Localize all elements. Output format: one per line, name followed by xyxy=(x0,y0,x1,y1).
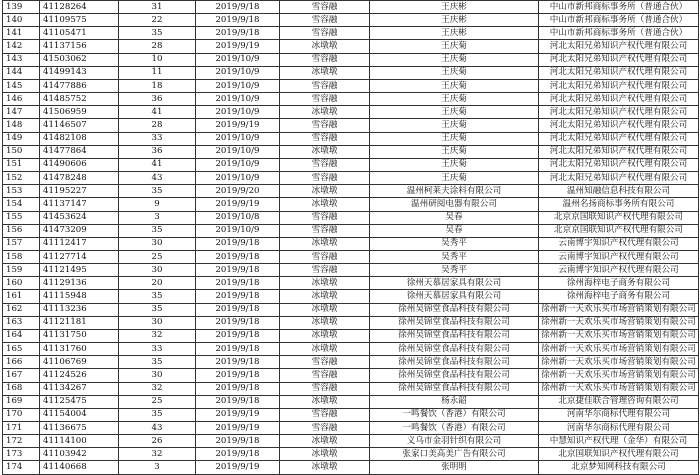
table-body xyxy=(3,1,699,475)
row-index-cell: 150 xyxy=(3,145,40,158)
class-cell: 28 xyxy=(119,40,196,53)
applicant-cell: 王庆菊 xyxy=(370,119,539,132)
agency-cell: 中山市新邦商标事务所（普通合伙） xyxy=(539,1,699,14)
mark-cell: 冰墩墩 xyxy=(280,329,370,342)
row-index-cell: 160 xyxy=(3,277,40,290)
table-row xyxy=(3,14,699,27)
agency-cell: 河北太阳兄弟知识产权代理有限公司 xyxy=(539,106,699,119)
applicant-cell: 义乌市金羽针织有限公司 xyxy=(370,435,539,448)
table-row xyxy=(3,158,699,171)
class-cell: 22 xyxy=(119,14,196,27)
class-cell: 30 xyxy=(119,237,196,250)
table-row xyxy=(3,145,699,158)
agency-cell: 徐州新一天欢乐买市场营销策划有限公司 xyxy=(539,303,699,316)
table-row xyxy=(3,79,699,92)
table-row xyxy=(3,40,699,53)
agency-cell: 北京京国联知识产权代理有限公司 xyxy=(539,211,699,224)
mark-cell: 雪容融 xyxy=(280,14,370,27)
mark-cell: 冰墩墩 xyxy=(280,66,370,79)
class-cell: 43 xyxy=(119,422,196,435)
applicant-cell: 徐州天慕居家具有限公司 xyxy=(370,290,539,303)
date-cell: 2019/9/19 xyxy=(196,461,280,474)
row-index-cell: 167 xyxy=(3,369,40,382)
row-index-cell: 154 xyxy=(3,198,40,211)
table-row xyxy=(3,119,699,132)
mark-cell: 雪容融 xyxy=(280,382,370,395)
row-index-cell: 162 xyxy=(3,303,40,316)
applicant-cell: 温州柯莱夫涂料有限公司 xyxy=(370,185,539,198)
application-number-cell: 41136675 xyxy=(40,422,119,435)
agency-cell: 北京国联知识产权代理有限公司 xyxy=(539,448,699,461)
row-index-cell: 171 xyxy=(3,422,40,435)
date-cell: 2019/9/19 xyxy=(196,119,280,132)
applicant-cell: 徐州吴锦堂食品科技有限公司 xyxy=(370,316,539,329)
application-number-cell: 41112417 xyxy=(40,237,119,250)
class-cell: 9 xyxy=(119,198,196,211)
application-number-cell: 41154004 xyxy=(40,408,119,421)
row-index-cell: 165 xyxy=(3,343,40,356)
mark-cell: 雪容融 xyxy=(280,79,370,92)
mark-cell: 冰墩墩 xyxy=(280,303,370,316)
class-cell: 32 xyxy=(119,382,196,395)
applicant-cell: 王庆菊 xyxy=(370,53,539,66)
application-number-cell: 41103942 xyxy=(40,448,119,461)
mark-cell: 雪容融 xyxy=(280,1,370,14)
mark-cell: 雪容融 xyxy=(280,408,370,421)
date-cell: 2019/9/18 xyxy=(196,448,280,461)
class-cell: 10 xyxy=(119,53,196,66)
row-index-cell: 143 xyxy=(3,53,40,66)
class-cell: 20 xyxy=(119,277,196,290)
class-cell: 35 xyxy=(119,27,196,40)
row-index-cell: 163 xyxy=(3,316,40,329)
applicant-cell: 杨永韶 xyxy=(370,395,539,408)
mark-cell: 雪容融 xyxy=(280,53,370,66)
row-index-cell: 149 xyxy=(3,132,40,145)
table-row xyxy=(3,290,699,303)
table-row xyxy=(3,448,699,461)
table-row xyxy=(3,1,699,14)
application-number-cell: 41146507 xyxy=(40,119,119,132)
date-cell: 2019/9/18 xyxy=(196,382,280,395)
table-row xyxy=(3,250,699,263)
mark-cell: 冰墩墩 xyxy=(280,40,370,53)
date-cell: 2019/10/9 xyxy=(196,172,280,185)
class-cell: 36 xyxy=(119,93,196,106)
table-row xyxy=(3,198,699,211)
class-cell: 32 xyxy=(119,329,196,342)
mark-cell: 冰墩墩 xyxy=(280,448,370,461)
table-row xyxy=(3,303,699,316)
agency-cell: 云南博宇知识产权代理有限公司 xyxy=(539,264,699,277)
class-cell: 26 xyxy=(119,435,196,448)
agency-cell: 河北太阳兄弟知识产权代理有限公司 xyxy=(539,93,699,106)
date-cell: 2019/10/9 xyxy=(196,53,280,66)
table-row xyxy=(3,408,699,421)
date-cell: 2019/9/18 xyxy=(196,14,280,27)
application-number-cell: 41106769 xyxy=(40,356,119,369)
agency-cell: 温州名扬商标事务所有限公司 xyxy=(539,198,699,211)
table-row xyxy=(3,27,699,40)
date-cell: 2019/9/18 xyxy=(196,343,280,356)
applicant-cell: 王庆彬 xyxy=(370,27,539,40)
row-index-cell: 161 xyxy=(3,290,40,303)
class-cell: 11 xyxy=(119,66,196,79)
applicant-cell: 徐州天慕居家具有限公司 xyxy=(370,277,539,290)
row-index-cell: 145 xyxy=(3,79,40,92)
application-number-cell: 41477886 xyxy=(40,79,119,92)
class-cell: 43 xyxy=(119,172,196,185)
application-number-cell: 41482108 xyxy=(40,132,119,145)
date-cell: 2019/9/18 xyxy=(196,277,280,290)
table-row xyxy=(3,422,699,435)
class-cell: 30 xyxy=(119,369,196,382)
date-cell: 2019/10/9 xyxy=(196,158,280,171)
class-cell: 35 xyxy=(119,185,196,198)
mark-cell: 冰墩墩 xyxy=(280,106,370,119)
application-number-cell: 41128264 xyxy=(40,1,119,14)
applicant-cell: 王庆菊 xyxy=(370,106,539,119)
application-number-cell: 41503062 xyxy=(40,53,119,66)
row-index-cell: 174 xyxy=(3,461,40,474)
application-number-cell: 41121181 xyxy=(40,316,119,329)
date-cell: 2019/10/9 xyxy=(196,79,280,92)
agency-cell: 河北太阳兄弟知识产权代理有限公司 xyxy=(539,119,699,132)
application-number-cell: 41477864 xyxy=(40,145,119,158)
row-index-cell: 158 xyxy=(3,250,40,263)
agency-cell: 徐州新一天欢乐买市场营销策划有限公司 xyxy=(539,369,699,382)
mark-cell: 冰墩墩 xyxy=(280,290,370,303)
mark-cell: 雪容融 xyxy=(280,264,370,277)
applicant-cell: 徐州吴锦堂食品科技有限公司 xyxy=(370,329,539,342)
application-number-cell: 41109575 xyxy=(40,14,119,27)
row-index-cell: 172 xyxy=(3,435,40,448)
applicant-cell: 王庆彬 xyxy=(370,1,539,14)
mark-cell: 冰墩墩 xyxy=(280,343,370,356)
row-index-cell: 140 xyxy=(3,14,40,27)
table-row xyxy=(3,343,699,356)
application-number-cell: 41125475 xyxy=(40,395,119,408)
date-cell: 2019/10/9 xyxy=(196,66,280,79)
agency-cell: 徐州海梓电子商务有限公司 xyxy=(539,290,699,303)
mark-cell: 雪容融 xyxy=(280,250,370,263)
agency-cell: 徐州新一天欢乐买市场营销策划有限公司 xyxy=(539,356,699,369)
agency-cell: 河北太阳兄弟知识产权代理有限公司 xyxy=(539,53,699,66)
mark-cell: 雪容融 xyxy=(280,27,370,40)
table-row xyxy=(3,211,699,224)
class-cell: 3 xyxy=(119,461,196,474)
mark-cell: 雪容融 xyxy=(280,356,370,369)
mark-cell: 雪容融 xyxy=(280,369,370,382)
agency-cell: 河南华尔商标代理有限公司 xyxy=(539,422,699,435)
application-number-cell: 41114100 xyxy=(40,435,119,448)
date-cell: 2019/9/18 xyxy=(196,395,280,408)
applicant-cell: 王庆彬 xyxy=(370,14,539,27)
agency-cell: 中山市新邦商标事务所（普通合伙） xyxy=(539,14,699,27)
application-number-cell: 41115948 xyxy=(40,290,119,303)
application-number-cell: 41506959 xyxy=(40,106,119,119)
date-cell: 2019/9/18 xyxy=(196,356,280,369)
agency-cell: 温州知融信息科技有限公司 xyxy=(539,185,699,198)
date-cell: 2019/10/9 xyxy=(196,224,280,237)
table-row xyxy=(3,382,699,395)
mark-cell: 雪容融 xyxy=(280,172,370,185)
application-number-cell: 41478248 xyxy=(40,172,119,185)
mark-cell: 雪容融 xyxy=(280,93,370,106)
applicant-cell: 吴秀平 xyxy=(370,264,539,277)
class-cell: 41 xyxy=(119,158,196,171)
date-cell: 2019/9/18 xyxy=(196,435,280,448)
row-index-cell: 142 xyxy=(3,40,40,53)
agency-cell: 云南博宇知识产权代理有限公司 xyxy=(539,237,699,250)
class-cell: 36 xyxy=(119,145,196,158)
application-number-cell: 41499143 xyxy=(40,66,119,79)
mark-cell: 冰墩墩 xyxy=(280,237,370,250)
applicant-cell: 一鸣餐饮（香港）有限公司 xyxy=(370,408,539,421)
class-cell: 18 xyxy=(119,79,196,92)
application-number-cell: 41490606 xyxy=(40,158,119,171)
row-index-cell: 155 xyxy=(3,211,40,224)
table-row xyxy=(3,356,699,369)
table-row xyxy=(3,264,699,277)
agency-cell: 河南华尔商标代理有限公司 xyxy=(539,408,699,421)
mark-cell: 冰墩墩 xyxy=(280,461,370,474)
application-number-cell: 41137156 xyxy=(40,40,119,53)
agency-cell: 河北太阳兄弟知识产权代理有限公司 xyxy=(539,40,699,53)
row-index-cell: 148 xyxy=(3,119,40,132)
table-row xyxy=(3,132,699,145)
row-index-cell: 159 xyxy=(3,264,40,277)
applicant-cell: 张明明 xyxy=(370,461,539,474)
applicant-cell: 王庆菊 xyxy=(370,145,539,158)
applicant-cell: 吴秀平 xyxy=(370,250,539,263)
date-cell: 2019/9/18 xyxy=(196,329,280,342)
table-row xyxy=(3,172,699,185)
applicant-cell: 王庆菊 xyxy=(370,40,539,53)
date-cell: 2019/10/9 xyxy=(196,93,280,106)
applicant-cell: 吴春 xyxy=(370,224,539,237)
application-number-cell: 41485752 xyxy=(40,93,119,106)
class-cell: 33 xyxy=(119,132,196,145)
row-index-cell: 153 xyxy=(3,185,40,198)
date-cell: 2019/9/18 xyxy=(196,316,280,329)
class-cell: 30 xyxy=(119,316,196,329)
table-row xyxy=(3,224,699,237)
date-cell: 2019/9/18 xyxy=(196,369,280,382)
class-cell: 35 xyxy=(119,290,196,303)
mark-cell: 雪容融 xyxy=(280,224,370,237)
mark-cell: 冰墩墩 xyxy=(280,185,370,198)
application-number-cell: 41124526 xyxy=(40,369,119,382)
application-number-cell: 41131750 xyxy=(40,329,119,342)
row-index-cell: 168 xyxy=(3,382,40,395)
agency-cell: 云南博宇知识产权代理有限公司 xyxy=(539,250,699,263)
agency-cell: 徐州新一天欢乐买市场营销策划有限公司 xyxy=(539,382,699,395)
agency-cell: 徐州新一天欢乐买市场营销策划有限公司 xyxy=(539,343,699,356)
row-index-cell: 139 xyxy=(3,1,40,14)
agency-cell: 北京捷佳联合管理咨询有限公司 xyxy=(539,395,699,408)
mark-cell: 冰墩墩 xyxy=(280,316,370,329)
row-index-cell: 144 xyxy=(3,66,40,79)
table-row xyxy=(3,93,699,106)
application-number-cell: 41137147 xyxy=(40,198,119,211)
application-number-cell: 41131760 xyxy=(40,343,119,356)
mark-cell: 雪容融 xyxy=(280,119,370,132)
table-row xyxy=(3,369,699,382)
applicant-cell: 徐州吴锦堂食品科技有限公司 xyxy=(370,369,539,382)
mark-cell: 雪容融 xyxy=(280,158,370,171)
table-row xyxy=(3,329,699,342)
row-index-cell: 146 xyxy=(3,93,40,106)
date-cell: 2019/9/18 xyxy=(196,303,280,316)
agency-cell: 中山市新邦商标事务所（普通合伙） xyxy=(539,27,699,40)
trademark-applications-table xyxy=(2,0,699,475)
date-cell: 2019/9/19 xyxy=(196,422,280,435)
class-cell: 30 xyxy=(119,264,196,277)
application-number-cell: 41105471 xyxy=(40,27,119,40)
date-cell: 2019/9/18 xyxy=(196,290,280,303)
row-index-cell: 173 xyxy=(3,448,40,461)
row-index-cell: 164 xyxy=(3,329,40,342)
date-cell: 2019/10/9 xyxy=(196,145,280,158)
class-cell: 35 xyxy=(119,224,196,237)
table-row xyxy=(3,53,699,66)
class-cell: 3 xyxy=(119,211,196,224)
mark-cell: 冰墩墩 xyxy=(280,435,370,448)
row-index-cell: 151 xyxy=(3,158,40,171)
class-cell: 33 xyxy=(119,343,196,356)
applicant-cell: 王庆菊 xyxy=(370,172,539,185)
applicant-cell: 一鸣餐饮（香港）有限公司 xyxy=(370,422,539,435)
agency-cell: 河北太阳兄弟知识产权代理有限公司 xyxy=(539,145,699,158)
row-index-cell: 147 xyxy=(3,106,40,119)
date-cell: 2019/9/19 xyxy=(196,40,280,53)
class-cell: 35 xyxy=(119,356,196,369)
row-index-cell: 156 xyxy=(3,224,40,237)
agency-cell: 河北太阳兄弟知识产权代理有限公司 xyxy=(539,66,699,79)
row-index-cell: 157 xyxy=(3,237,40,250)
agency-cell: 徐州新一天欢乐买市场营销策划有限公司 xyxy=(539,329,699,342)
table-row xyxy=(3,435,699,448)
applicant-cell: 温州研阅电器有限公司 xyxy=(370,198,539,211)
applicant-cell: 徐州吴锦堂食品科技有限公司 xyxy=(370,382,539,395)
class-cell: 35 xyxy=(119,303,196,316)
agency-cell: 徐州新一天欢乐买市场营销策划有限公司 xyxy=(539,316,699,329)
class-cell: 31 xyxy=(119,1,196,14)
date-cell: 2019/9/18 xyxy=(196,27,280,40)
application-number-cell: 41121495 xyxy=(40,264,119,277)
applicant-cell: 徐州吴锦堂食品科技有限公司 xyxy=(370,343,539,356)
table-row xyxy=(3,237,699,250)
row-index-cell: 169 xyxy=(3,395,40,408)
class-cell: 25 xyxy=(119,395,196,408)
row-index-cell: 152 xyxy=(3,172,40,185)
application-number-cell: 41127714 xyxy=(40,250,119,263)
agency-cell: 河北太阳兄弟知识产权代理有限公司 xyxy=(539,158,699,171)
row-index-cell: 141 xyxy=(3,27,40,40)
mark-cell: 雪容融 xyxy=(280,422,370,435)
applicant-cell: 吴春 xyxy=(370,211,539,224)
applicant-cell: 徐州吴锦堂食品科技有限公司 xyxy=(370,303,539,316)
table-row xyxy=(3,277,699,290)
mark-cell: 雪容融 xyxy=(280,132,370,145)
class-cell: 28 xyxy=(119,119,196,132)
applicant-cell: 徐州吴锦堂食品科技有限公司 xyxy=(370,356,539,369)
application-number-cell: 41134267 xyxy=(40,382,119,395)
agency-cell: 中慧知识产权代理（金华）有限公司 xyxy=(539,435,699,448)
table-row xyxy=(3,185,699,198)
table-row xyxy=(3,316,699,329)
mark-cell: 冰墩墩 xyxy=(280,145,370,158)
table-row xyxy=(3,395,699,408)
application-number-cell: 41453624 xyxy=(40,211,119,224)
class-cell: 32 xyxy=(119,448,196,461)
class-cell: 25 xyxy=(119,250,196,263)
mark-cell: 冰墩墩 xyxy=(280,198,370,211)
application-number-cell: 41129136 xyxy=(40,277,119,290)
date-cell: 2019/9/19 xyxy=(196,198,280,211)
agency-cell: 河北太阳兄弟知识产权代理有限公司 xyxy=(539,132,699,145)
date-cell: 2019/10/9 xyxy=(196,106,280,119)
agency-cell: 河北太阳兄弟知识产权代理有限公司 xyxy=(539,79,699,92)
mark-cell: 冰墩墩 xyxy=(280,395,370,408)
row-index-cell: 166 xyxy=(3,356,40,369)
agency-cell: 北京梦知网科技有限公司 xyxy=(539,461,699,474)
agency-cell: 北京京国联知识产权代理有限公司 xyxy=(539,224,699,237)
application-number-cell: 41113236 xyxy=(40,303,119,316)
date-cell: 2019/9/19 xyxy=(196,408,280,421)
table-row xyxy=(3,66,699,79)
date-cell: 2019/9/20 xyxy=(196,185,280,198)
table-row xyxy=(3,106,699,119)
date-cell: 2019/9/18 xyxy=(196,264,280,277)
agency-cell: 徐州海梓电子商务有限公司 xyxy=(539,277,699,290)
applicant-cell: 王庆菊 xyxy=(370,79,539,92)
application-number-cell: 41140668 xyxy=(40,461,119,474)
class-cell: 35 xyxy=(119,408,196,421)
application-number-cell: 41195227 xyxy=(40,185,119,198)
date-cell: 2019/10/8 xyxy=(196,211,280,224)
applicant-cell: 王庆菊 xyxy=(370,132,539,145)
date-cell: 2019/10/9 xyxy=(196,132,280,145)
applicant-cell: 吴秀平 xyxy=(370,237,539,250)
date-cell: 2019/9/18 xyxy=(196,1,280,14)
date-cell: 2019/9/18 xyxy=(196,237,280,250)
applicant-cell: 王庆菊 xyxy=(370,93,539,106)
agency-cell: 河北太阳兄弟知识产权代理有限公司 xyxy=(539,172,699,185)
class-cell: 41 xyxy=(119,106,196,119)
table-row xyxy=(3,461,699,474)
row-index-cell: 170 xyxy=(3,408,40,421)
mark-cell: 冰墩墩 xyxy=(280,277,370,290)
application-number-cell: 41473209 xyxy=(40,224,119,237)
date-cell: 2019/9/18 xyxy=(196,250,280,263)
mark-cell: 雪容融 xyxy=(280,211,370,224)
applicant-cell: 王庆菊 xyxy=(370,66,539,79)
applicant-cell: 张家口美高美广告有限公司 xyxy=(370,448,539,461)
applicant-cell: 王庆菊 xyxy=(370,158,539,171)
